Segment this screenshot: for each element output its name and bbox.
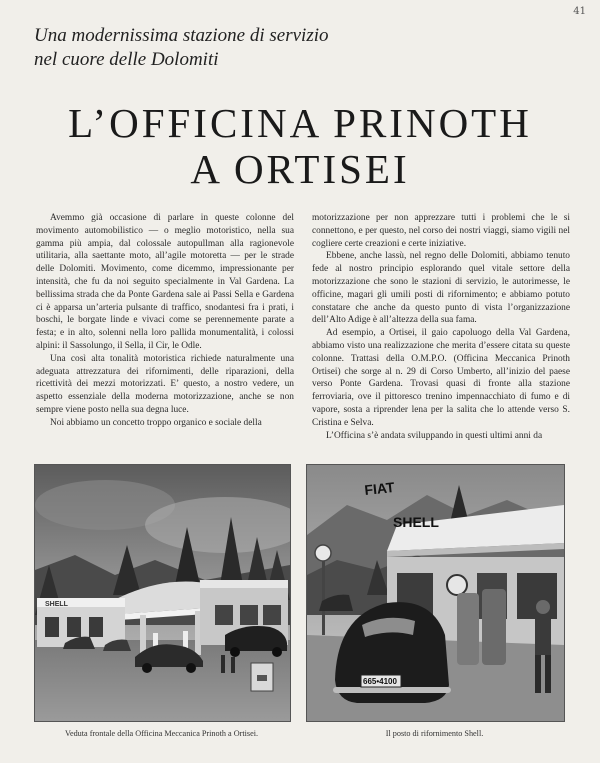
right-photo-caption: Il posto di rifornimento Shell.: [385, 729, 484, 738]
left-column: [36, 212, 294, 430]
paragraph: L’Officina s’è andata sviluppando in questi ultimi anni da: [326, 430, 543, 441]
headline-line: L’OFFICINA PRINOTH: [68, 100, 532, 146]
station-front-photo: [34, 464, 291, 722]
kicker-line: Una modernissima stazione di servizio: [34, 25, 329, 46]
paragraph: Ebbene, anche lassù, nel regno delle Dolomiti, abbiamo tenuto fede al nostro principio esplorando quel vitale settore della motorizzazione che sono le stazioni di servizio, le autorimesse, le officine, magari gli umili posti di rifornimento; e abbiamo potuto constatare che anche da questo punto di vista l’organizzazione dell’Alto Adige è all’altezza della sua fama.: [312, 251, 570, 326]
page-number: 41: [573, 6, 586, 17]
paragraph: Una così alta tonalità motoristica richiede naturalmente una adeguata attrezzatura dei rifornimenti, delle riparazioni, della ricettività dei mezzi motorizzati. E’ questo, a nostro vedere, un aspetto essenziale della moderna motorizzazione, anche se non sempre viene posto nella sua degna luce.: [36, 353, 294, 415]
shell-sign: SHELL: [393, 514, 439, 530]
kicker-line: nel cuore delle Dolomiti: [34, 49, 219, 70]
paragraph: Noi abbiamo un concetto troppo organico e sociale della: [50, 417, 262, 428]
headline-line: A ORTISEI: [190, 146, 410, 192]
shell-sign: SHELL: [45, 601, 68, 608]
article-kicker: [34, 24, 329, 72]
article-body: [36, 212, 570, 448]
fiat-sign: FIAT: [363, 478, 396, 498]
shell-station-photo: [306, 464, 565, 722]
license-plate: 665•4100: [363, 677, 397, 686]
right-column: [312, 212, 570, 442]
paragraph: Avemmo già occasione di parlare in queste colonne del movimento automobilistico — o meglio motoristico, nella sua gamma più ampia, dal colossale autopullman alla ragionevole utilitaria, alla saettante moto, all’agile motoretta — per le strade delle Dolomiti. Movimento, come dicemmo, impressionante per intensità, che fu da noi seguito specialmente in Val Gardena. La bellissima strada che da Ponte Gardena sale ai Passi Sella e Gardena ci è apparsa un’arteria pulsante di traffico, snodantesi fra i prati, i boschi, le borgate linde e vivaci come se perennemente parate a festa; e in alto, solenni nella loro pallida monumentalità, i colossi alpini: il Sassolungo, il Sella, il Cir, le Odle.: [36, 213, 294, 351]
paragraph: motorizzazione per non apprezzare tutti i problemi che le si connettono, e per questo, nel corso dei nostri viaggi, siamo vigili nel cogliere certe creazioni e certe iniziative.: [312, 213, 570, 249]
article-headline: [0, 100, 600, 192]
paragraph: Ad esempio, a Ortisei, il gaio capoluogo della Val Gardena, abbiamo visto una realizzazione che merita d’essere citata su queste colonne. Trattasi della O.M.P.O. (Officina Meccanica Prinoth Ortisei) che sorge al n. 29 di Corso Umberto, all’inizio del paese verso Ponte Gardena. Trovasi quasi di fronte alla stazione ferroviaria, ove il pittoresco trenino impennacchiato di fumo e di vapore, sosta a riprender lena per la salita che lo attende verso S. Cristina e Selva.: [312, 328, 570, 428]
left-photo-caption: Veduta frontale della Officina Meccanica Prinoth a Ortisei.: [64, 729, 259, 738]
